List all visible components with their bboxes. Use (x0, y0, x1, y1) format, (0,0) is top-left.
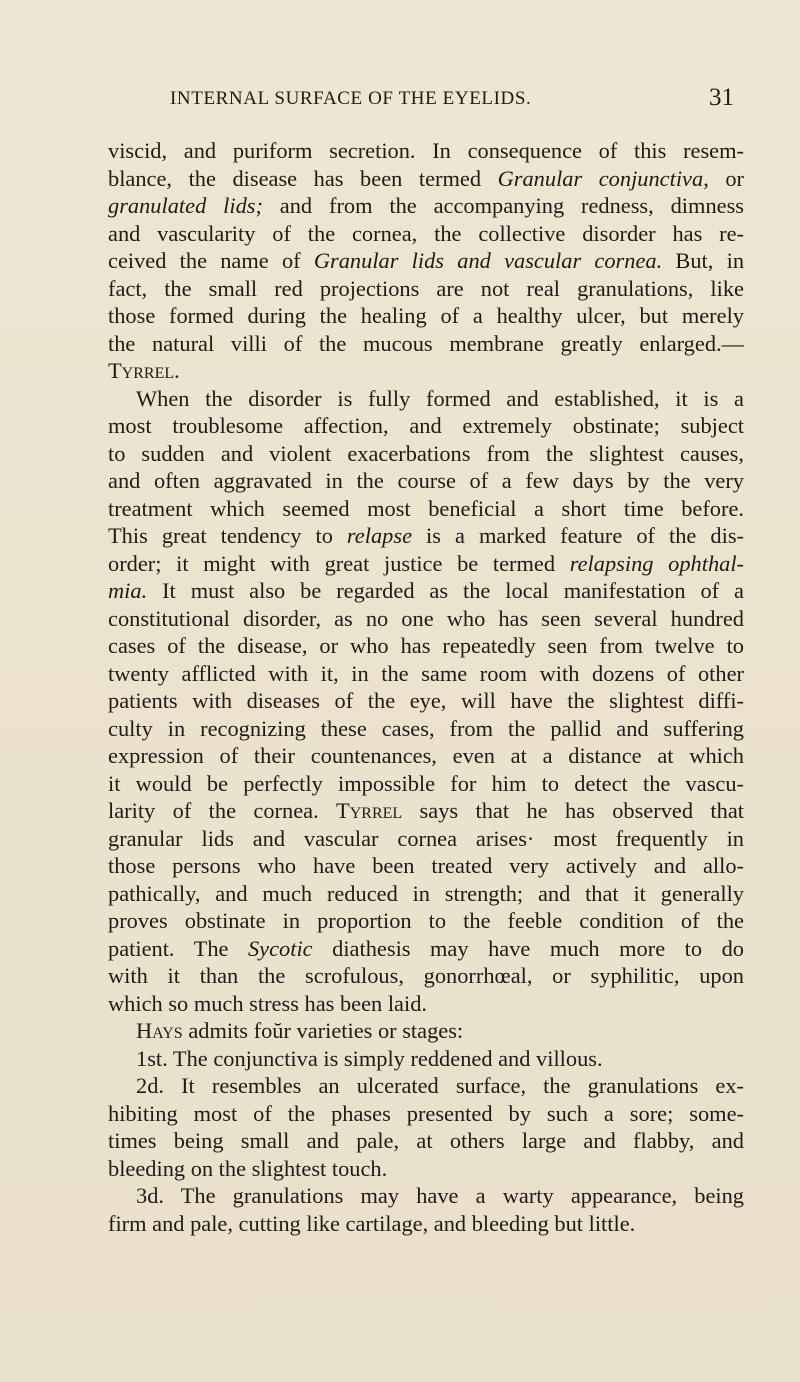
text-run: pathically, and much reduced in strength; and that it generally (108, 880, 744, 906)
text-line (108, 357, 744, 385)
text-run: relapsing ophthal- (569, 550, 744, 576)
body-text (108, 137, 744, 1237)
text-run: those formed during the healing of a healthy ulcer, but merely (108, 303, 744, 328)
text-line (108, 1182, 744, 1210)
text-line (108, 330, 744, 358)
text-line (108, 907, 744, 935)
text-line (108, 165, 744, 193)
text-run: it would be perfectly impossible for him to detect the vascu- (108, 770, 744, 796)
text-run: 1st. The conjunctiva is simply reddened and villous. (136, 1045, 603, 1071)
text-run: 2d. It resembles an ulcerated surface, the granulations ex- (136, 1073, 744, 1098)
text-line (108, 1017, 744, 1045)
text-run: granulated lids; (108, 193, 263, 218)
text-line (108, 825, 744, 853)
text-run: and vascularity of the cornea, the collective disorder has re- (108, 220, 744, 246)
text-line (108, 1072, 744, 1100)
text-run: patients with diseases of the eye, will have the slightest diffi- (108, 688, 744, 713)
text-run: twenty afflicted with it, in the same room with dozens of other (108, 660, 744, 686)
text-run: When the disorder is fully formed and established, it is a (136, 385, 744, 411)
text-line (108, 550, 744, 578)
text-line (108, 715, 744, 743)
text-line (108, 192, 744, 220)
text-run: says that he has observed that (402, 798, 744, 823)
text-line (108, 660, 744, 688)
text-line (108, 495, 744, 523)
text-line (108, 962, 744, 990)
running-head: INTERNAL SURFACE OF THE EYELIDS. (170, 88, 532, 109)
text-line (108, 220, 744, 248)
text-line (108, 880, 744, 908)
text-line (108, 605, 744, 633)
text-run: times being small and pale, at others large and flabby, and (108, 1128, 744, 1153)
text-line (108, 1127, 744, 1155)
text-run: with it than the scrofulous, gonorrhœal, or syphilitic, upon (108, 963, 744, 988)
text-run: larity of the cornea. (108, 798, 337, 823)
text-run: It must also be regarded as the local manifestation of a (147, 578, 744, 603)
text-run: is a marked feature of the dis- (412, 523, 744, 548)
text-run: ceived the name of (108, 248, 314, 273)
page-number: 31 (709, 84, 734, 111)
text-run: , or (703, 165, 744, 191)
text-run: diathesis may have much more to do (312, 935, 744, 961)
text-run: Sycotic (247, 935, 313, 961)
text-run: and from the accompanying redness, dimness (262, 193, 744, 218)
text-line (108, 247, 744, 275)
text-run: Tyrrel (336, 798, 403, 823)
text-run: Granular conjunctiva (497, 165, 704, 191)
text-line (108, 1045, 744, 1073)
text-run: firm and pale, cutting like cartilage, and bleeding but little. (108, 1210, 636, 1236)
text-run: culty in recognizing these cases, from the pallid and suffering (108, 715, 744, 741)
text-line (108, 412, 744, 440)
text-line (108, 770, 744, 798)
text-run: expression of their countenances, even at a distance at which (108, 743, 744, 768)
text-line (108, 1100, 744, 1128)
text-line (108, 852, 744, 880)
text-line (108, 440, 744, 468)
text-run: hibiting most of the phases presented by such a sore; some- (108, 1100, 744, 1126)
text-run: which so much stress has been laid. (108, 990, 428, 1016)
text-run: relapse (346, 523, 413, 548)
text-line (108, 935, 744, 963)
text-line (108, 302, 744, 330)
text-run: proves obstinate in proportion to the feeble condition of the (108, 908, 744, 933)
text-run: fact, the small red projections are not real granulations, like (108, 275, 744, 301)
text-run: constitutional disorder, as no one who has seen several hundred (108, 605, 744, 631)
text-run: cases of the disease, or who has repeatedly seen from twelve to (108, 633, 744, 658)
text-run: But, in (662, 248, 744, 273)
text-run: treatment which seemed most beneficial a short time before. (108, 495, 744, 521)
text-run: 3d. The granulations may have a warty appearance, being (136, 1183, 744, 1208)
text-line (108, 467, 744, 495)
text-run: bleeding on the slightest touch. (108, 1155, 388, 1181)
text-run: Granular lids and vascular cornea. (313, 248, 663, 273)
text-line (108, 742, 744, 770)
text-run: admits foŭr varieties or stages: (182, 1018, 464, 1043)
text-line (108, 632, 744, 660)
text-run: most troublesome affection, and extremely obstinate; subject (108, 413, 744, 438)
text-run: Tyrrel. (108, 358, 180, 383)
text-line (108, 522, 744, 550)
text-run: granular lids and vascular cornea arises· most frequently in (108, 825, 744, 851)
text-line (108, 687, 744, 715)
text-run: order; it might with great justice be termed (108, 550, 570, 576)
text-line (108, 1210, 744, 1238)
text-run: patient. The (108, 935, 248, 961)
text-run: viscid, and puriform secretion. In consequence of this resem- (108, 138, 744, 163)
text-run: those persons who have been treated very actively and allo- (108, 853, 744, 878)
text-line (108, 275, 744, 303)
text-line (108, 577, 744, 605)
text-line (108, 1155, 744, 1183)
text-run: Hays (136, 1018, 183, 1043)
text-run: to sudden and violent exacerbations from the slightest causes, (108, 440, 744, 466)
text-line (108, 797, 744, 825)
text-run: mia. (108, 578, 148, 603)
text-run: blance, the disease has been termed (108, 165, 498, 191)
page-header (108, 84, 740, 118)
text-run: and often aggravated in the course of a few days by the very (108, 468, 744, 493)
text-line (108, 385, 744, 413)
text-line (108, 990, 744, 1018)
text-run: This great tendency to (108, 523, 347, 548)
text-run: the natural villi of the mucous membrane greatly enlarged.— (108, 330, 744, 356)
text-line (108, 137, 744, 165)
